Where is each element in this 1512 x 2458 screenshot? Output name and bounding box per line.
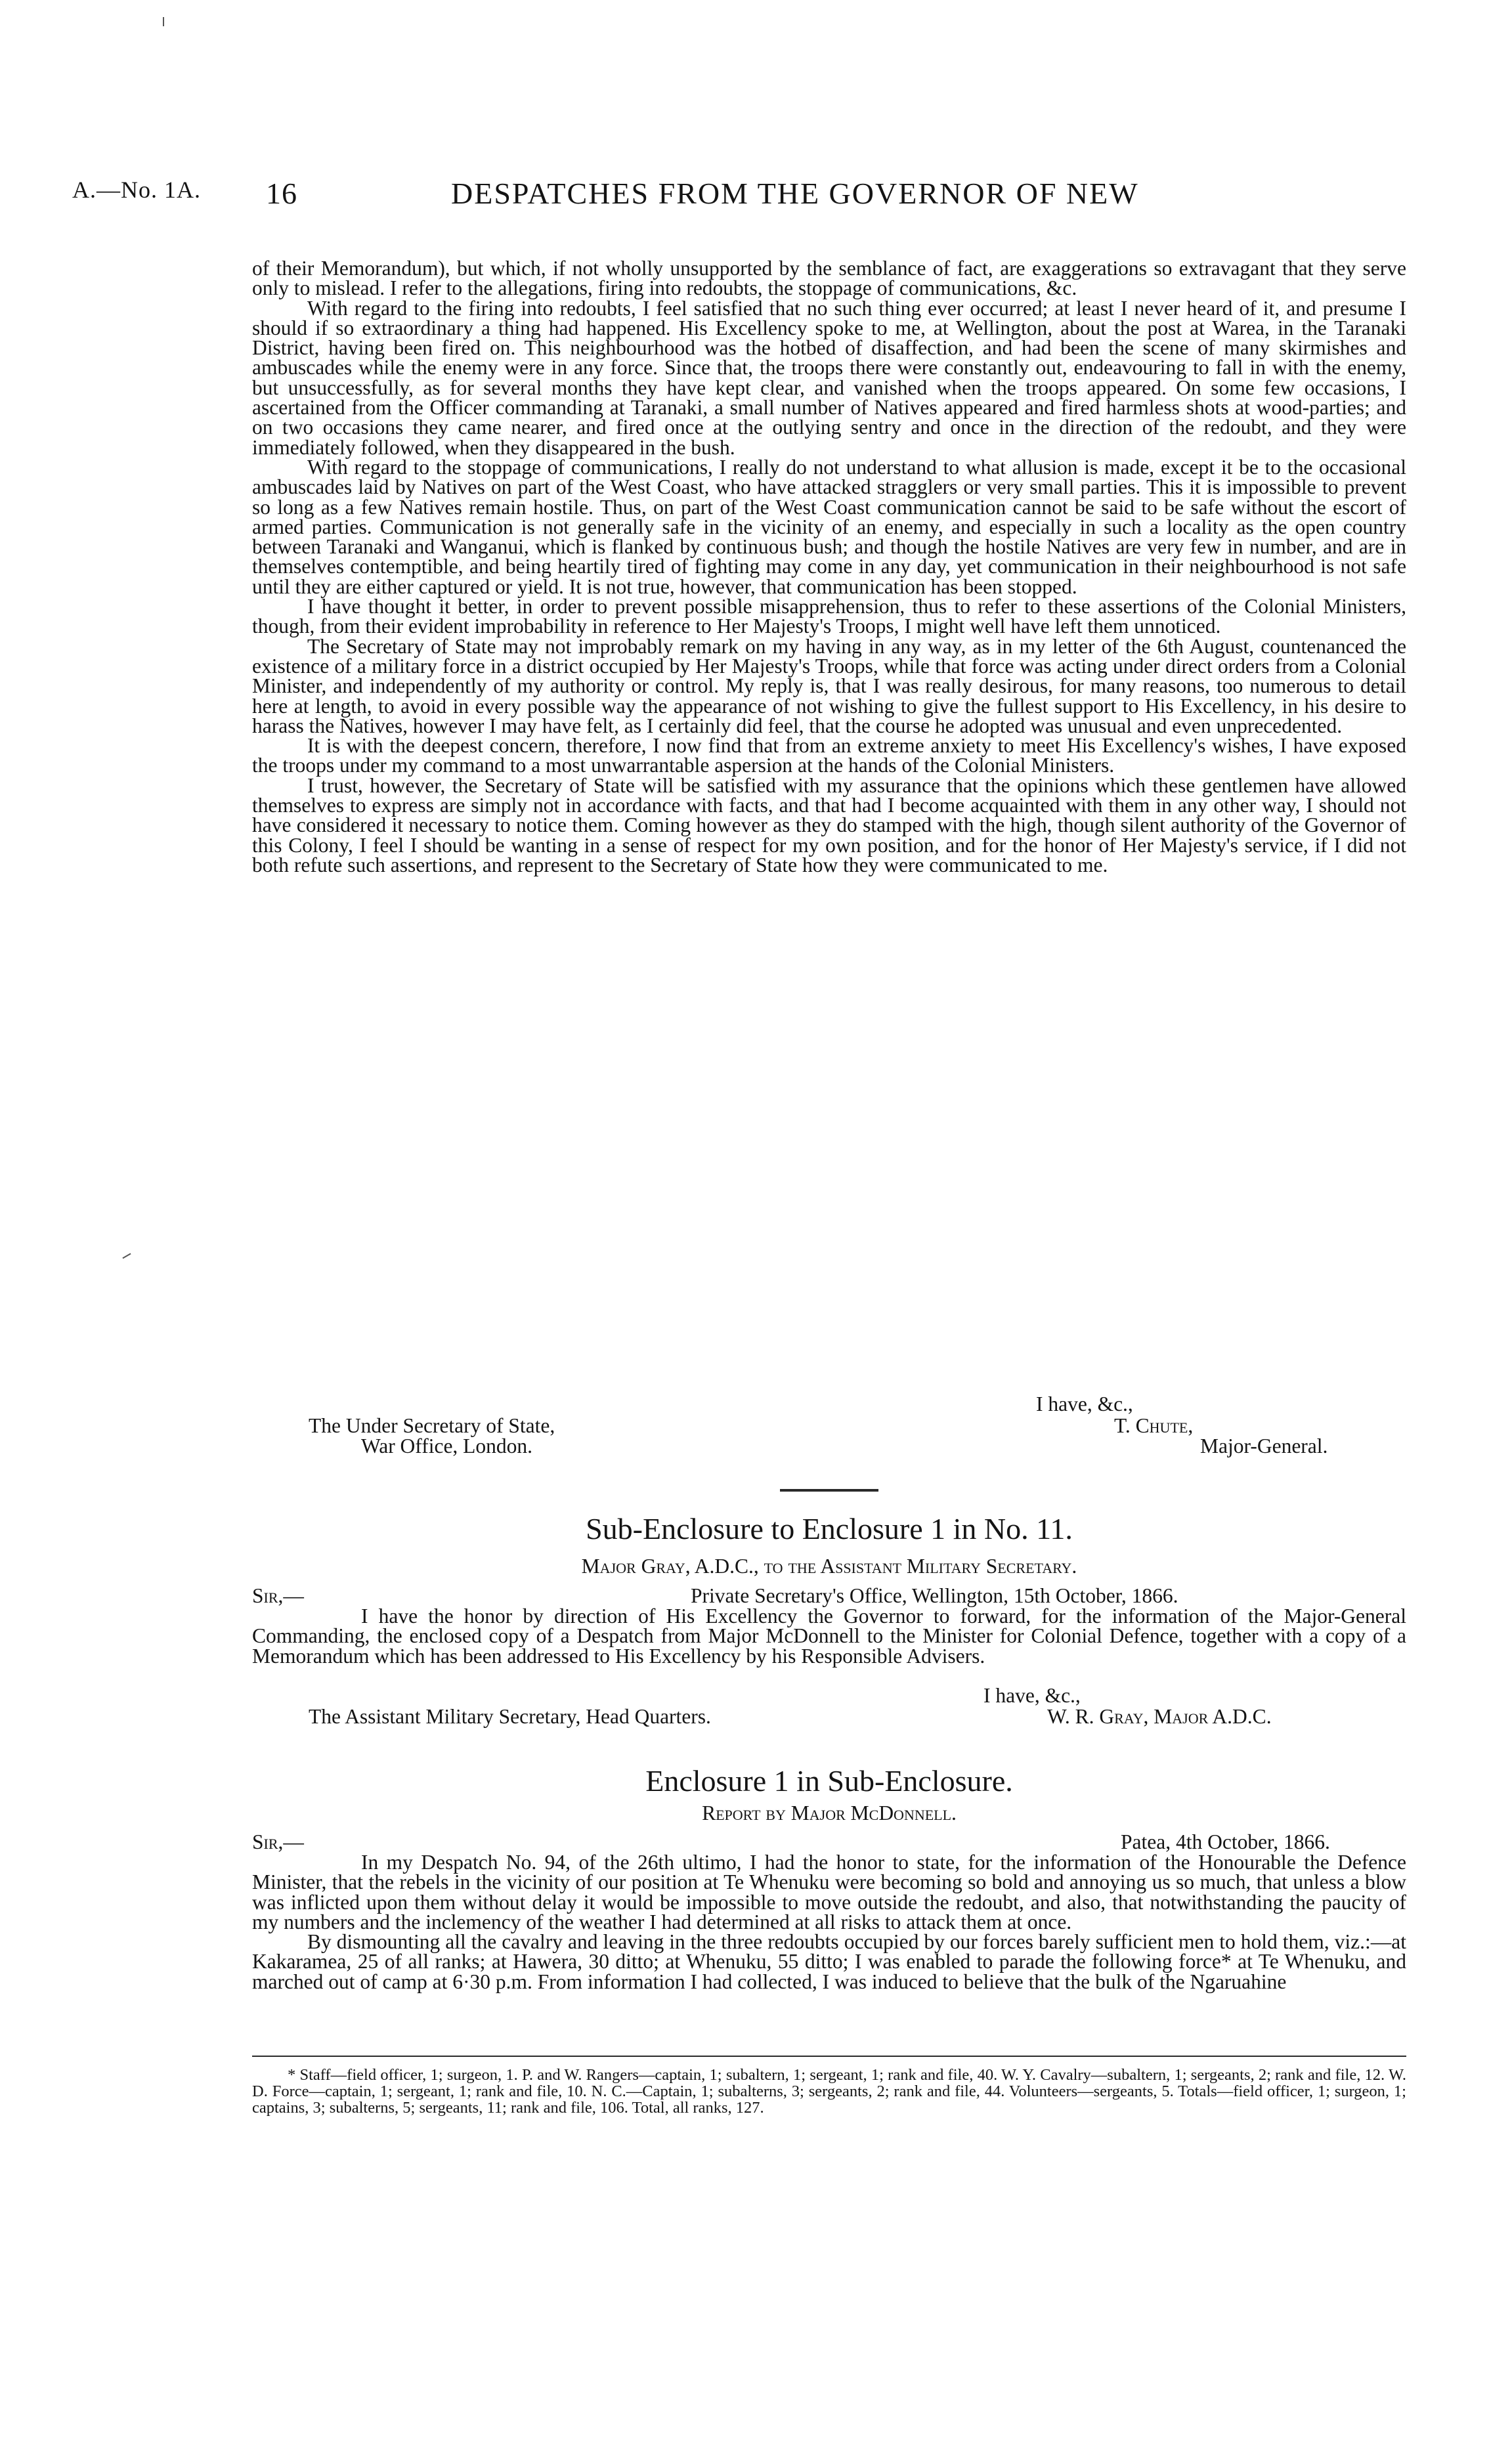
footnote-divider [252, 2056, 1406, 2057]
signature-name: T. Chute, [1114, 1414, 1194, 1437]
letter-body [252, 259, 1406, 875]
section-heading: Enclosure 1 in Sub-Enclosure. [645, 1764, 1013, 1798]
paragraph: I have thought it better, in order to prevent possible misapprehension, thus to refer to these assertions of the Colonial Ministers, though, from their evident improbability in reference to Her Majesty's Troops, I might well have left them unnoticed. [252, 595, 1406, 638]
addressee-line: The Under Secretary of State, [309, 1414, 555, 1437]
margin-mark [163, 17, 164, 26]
paragraph: It is with the deepest concern, therefore, I now find that from an extreme anxiety to meet His Excellency's wishes, I have exposed the troops under my command to a most unwarrantable aspersion at the hands of the Colonial Ministers. [252, 734, 1406, 777]
page-number: 16 [266, 177, 297, 210]
signature: W. R. Gray, Major A.D.C. [1047, 1705, 1272, 1728]
paragraph: With regard to the firing into redoubts, I feel satisfied that no such thing ever occurred; at least I never heard of it, and presume I should if so extraordinary a thing had happened. His Excellency spoke to me, at Wellington, about the post at Warea, in the Taranaki District, having been fired on. This neighbourhood was the hotbed of disaffection, and had been the scene of many skirmishes and ambuscades while the enemy were in any force. Since that, the troops there were constantly out, endeavouring to fall in with the enemy, but unsuccessfully, as for several months they have kept clear, and vanished when the troops appeared. On some few occasions, I ascertained from the Officer commanding at Taranaki, a small number of Natives appeared and fired harmless shots at wood-parties; and on two occasions they came nearer, and fired once at the outlying sentry and once in the direction of the redoubt, and they were immediately followed, when they disappeared in the bush. [252, 296, 1406, 459]
paragraph: I have the honor by direction of His Excellency the Governor to forward, for the information of the Major-General Commanding, the enclosed copy of a Despatch from Major McDonnell to the Minister for Colonial Defence, together with a copy of a Memorandum which has been addressed to His Excellency by his Responsible Advisers. [252, 1605, 1406, 1668]
running-header [72, 176, 1412, 215]
margin-mark [122, 1253, 131, 1259]
addressee-line: The Assistant Military Secretary, Head Quarters. [309, 1705, 711, 1728]
letter-body [252, 1606, 1406, 1666]
footnote-text: * Staff—field officer, 1; surgeon, 1. P. and W. Rangers—captain, 1; subaltern, 1; sergeant, 1; rank and file, 40. W. Y. Cavalry—subaltern, 1; sergeants, 2; rank and file, 12. W. D. Force—captain, 1; sergeant, 1; rank and file, 10. N. C.—Captain, 1; subalterns, 3; sergeants, 2; rank and file, 44. Volunteers—sergeants, 5. Totals—field officer, 1; surgeon, 1; captains, 3; subalterns, 5; sergeants, 11; rank and file, 106. Total, all ranks, 127. [252, 2066, 1406, 2117]
section-divider [780, 1489, 878, 1492]
header-title: DESPATCHES FROM THE GOVERNOR OF NEW [451, 177, 1139, 210]
closing-formula: I have, &c., [983, 1684, 1081, 1707]
paragraph: of their Memorandum), but which, if not wholly unsupported by the semblance of fact, are exaggerations so extravagant that they serve only to mislead. I refer to the allegations, firing into redoubts, the stoppage of communications, &c. [252, 257, 1406, 300]
paragraph: In my Despatch No. 94, of the 26th ultimo, I had the honor to state, for the information of the Honourable the Defence Minister, that the rebels in the vicinity of our position at Te Whenuku were becoming so bold and annoying us so much, that unless a blow was inflicted upon them without delay it would be impossible to move outside the redoubt, and also, that notwithstanding the paucity of my numbers and the inclemency of the weather I had determined at all risks to attack them at once. [252, 1851, 1406, 1933]
dateline: Private Secretary's Office, Wellington, 15th October, 1866. [691, 1584, 1178, 1607]
paragraph: With regard to the stoppage of communications, I really do not understand to what allusion is made, except it be to the occasional ambuscades laid by Natives on part of the West Coast, who have attacked stragglers or very small parties. This it is impossible to prevent so long as a few Natives remain hostile. Thus, on part of the West Coast communication cannot be said to be safe without the escort of armed parties. Communication is not generally safe in the vicinity of an enemy, and especially in such a locality as the open country between Taranaki and Wanganui, which is flanked by continuous bush; and though the hostile Natives are very few in number, and are in themselves contemptible, and being heartily tired of fighting may come in any day, yet communication in their neighbourhood is not safe until they are either captured or yield. It is not true, however, that communication has been stopped. [252, 455, 1406, 598]
header-reference: A.—No. 1A. [72, 177, 201, 203]
salutation: Sir,— [252, 1584, 304, 1607]
paragraph: I trust, however, the Secretary of State will be satisfied with my assurance that the opinions which these gentlemen have allowed themselves to express are simply not in accordance with facts, and that had I become acquainted with them in any other way, I should not have considered it necessary to notice them. Coming however as they do stamped with the high, though silent authority of the Governor of this Colony, I feel I should be wanting in a sense of respect for my own position, and for the honor of Her Majesty's service, if I did not both refute such assertions, and represent to the Secretary of State how they were communicated to me. [252, 773, 1406, 876]
letter-body [252, 1853, 1406, 1992]
section-heading: Sub-Enclosure to Enclosure 1 in No. 11. [586, 1512, 1073, 1545]
footnote [252, 2067, 1406, 2116]
salutation: Sir,— [252, 1830, 304, 1853]
paragraph: By dismounting all the cavalry and leaving in the three redoubts occupied by our forces barely sufficient men to hold them, viz.:—at Kakaramea, 25 of all ranks; at Hawera, 30 ditto; at Whenuku, 55 ditto; I was enabled to parade the following force* at Te Whenuku, and marched out of camp at 6·30 p.m. From information I had collected, I was induced to believe that the bulk of the Ngaruahine [252, 1930, 1406, 1993]
section-subheading: Report by Major McDonnell. [702, 1801, 957, 1824]
closing-formula: I have, &c., [1036, 1392, 1133, 1415]
section-subheading: Major Gray, A.D.C., to the Assistant Military Secretary. [581, 1555, 1077, 1578]
addressee-line: War Office, London. [361, 1434, 533, 1457]
dateline: Patea, 4th October, 1866. [1121, 1830, 1330, 1853]
signature-title: Major-General. [1200, 1434, 1328, 1457]
paragraph: The Secretary of State may not improbably remark on my having in any way, as in my letter of the 6th August, countenanced the existence of a military force in a district occupied by Her Majesty's Troops, while that force was acting under direct orders from a Colonial Minister, and independently of my authority or control. My reply is, that I was really desirous, for many reasons, too numerous to detail here at length, to avoid in every possible way the appearance of not wishing to give the fullest support to His Excellency, in his desire to harass the Natives, however I may have felt, as I certainly did feel, that the course he adopted was unusual and even unprecedented. [252, 634, 1406, 737]
